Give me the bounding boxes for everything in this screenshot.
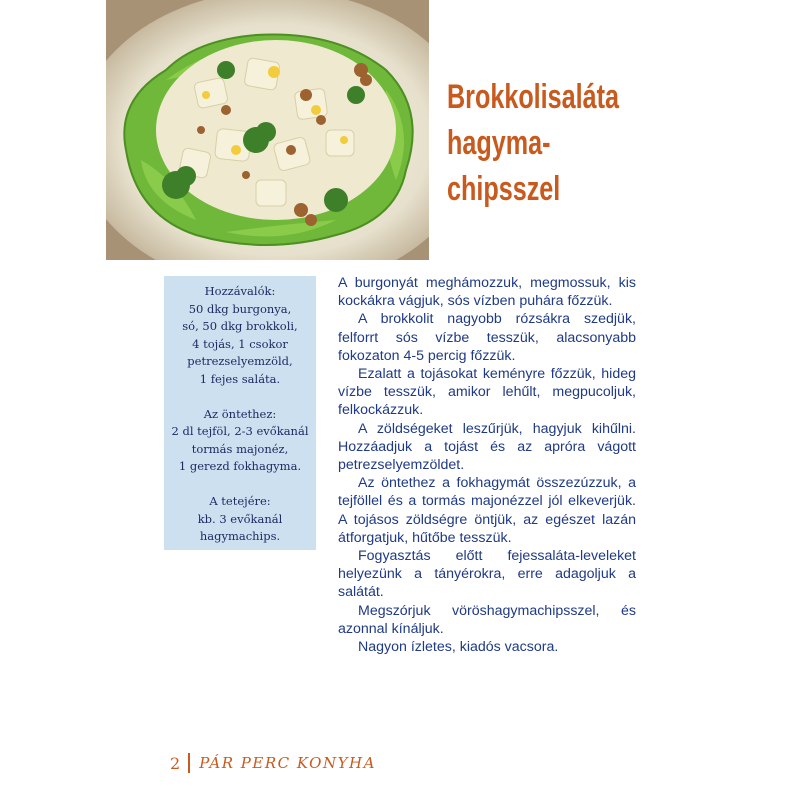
ingredient-line: tormás majonéz, — [191, 441, 289, 456]
instruction-paragraph: Az öntethez a fokhagymát összezúzzuk, a tejföllel és a tormás majonézzel jól elkeverjük. A tojásos zöldségre öntjük, az egészet lazán átforgatjuk, hűtőbe tesszük. — [338, 475, 636, 546]
page-footer — [170, 753, 376, 773]
ingredient-line: 1 fejes saláta. — [199, 371, 281, 386]
page-number: 2 — [170, 753, 181, 773]
salad-photo — [106, 0, 429, 260]
ingredient-line: hagymachips. — [199, 529, 281, 543]
instruction-paragraph: Fogyasztás előtt fejessaláta-leveleket helyezünk a tányérokra, erre adagoljuk a salátát. — [338, 548, 636, 601]
ingredients-list — [164, 283, 316, 546]
instruction-paragraph: A zöldségeket leszűrjük, hagyjuk kihűlni. Hozzáadjuk a tojást és az apróra vágott petrezselyemzöldet. — [338, 420, 636, 474]
book-title: PÁR PERC KONYHA — [199, 754, 376, 772]
instruction-paragraph: Nagyon ízletes, kiadós vacsora. — [358, 639, 559, 656]
ingredient-line: petrezselyemzöld, — [187, 354, 293, 368]
ingredient-line: 4 tojás, 1 csokor — [192, 336, 288, 351]
instruction-paragraph: Megszórjuk vöröshagymachipsszel, és azonnal kínáljuk. — [338, 602, 636, 637]
ingredient-line: 1 gerezd fokhagyma. — [178, 459, 302, 473]
instruction-paragraph: A burgonyát meghámozzuk, megmossuk, kis kockákra vágjuk, sós vízben puhára főzzük. — [338, 275, 636, 310]
title-line: chipsszel — [447, 170, 561, 208]
ingredient-line: kb. 3 evőkanál — [197, 511, 283, 526]
dressing-heading: Az öntethez: — [203, 406, 277, 421]
instruction-paragraph: A brokkolit nagyobb rózsákra szedjük, felforrt sós vízbe tesszük, alacsonyabb fokozaton 4-5 percig főzzük. — [338, 311, 636, 364]
ingredients-heading: Hozzávalók: — [204, 284, 276, 298]
title-line: Brokkolisaláta — [447, 78, 620, 116]
instructions — [338, 274, 636, 656]
instruction-paragraph: Ezalatt a tojásokat keményre főzzük, hideg vízbe tesszük, amikor lehűlt, megpucoljuk, felkockázzuk. — [338, 366, 636, 419]
title-line: hagyma- — [447, 124, 551, 162]
recipe-title — [447, 74, 669, 212]
ingredient-line: só, 50 dkg brokkoli, — [182, 319, 298, 333]
ingredient-line: 2 dl tejföl, 2-3 evőkanál — [171, 424, 309, 438]
topping-heading: A tetejére: — [209, 494, 271, 508]
footer-divider — [188, 753, 190, 773]
ingredient-line: 50 dkg burgonya, — [188, 301, 292, 316]
ingredients-box — [164, 276, 316, 550]
